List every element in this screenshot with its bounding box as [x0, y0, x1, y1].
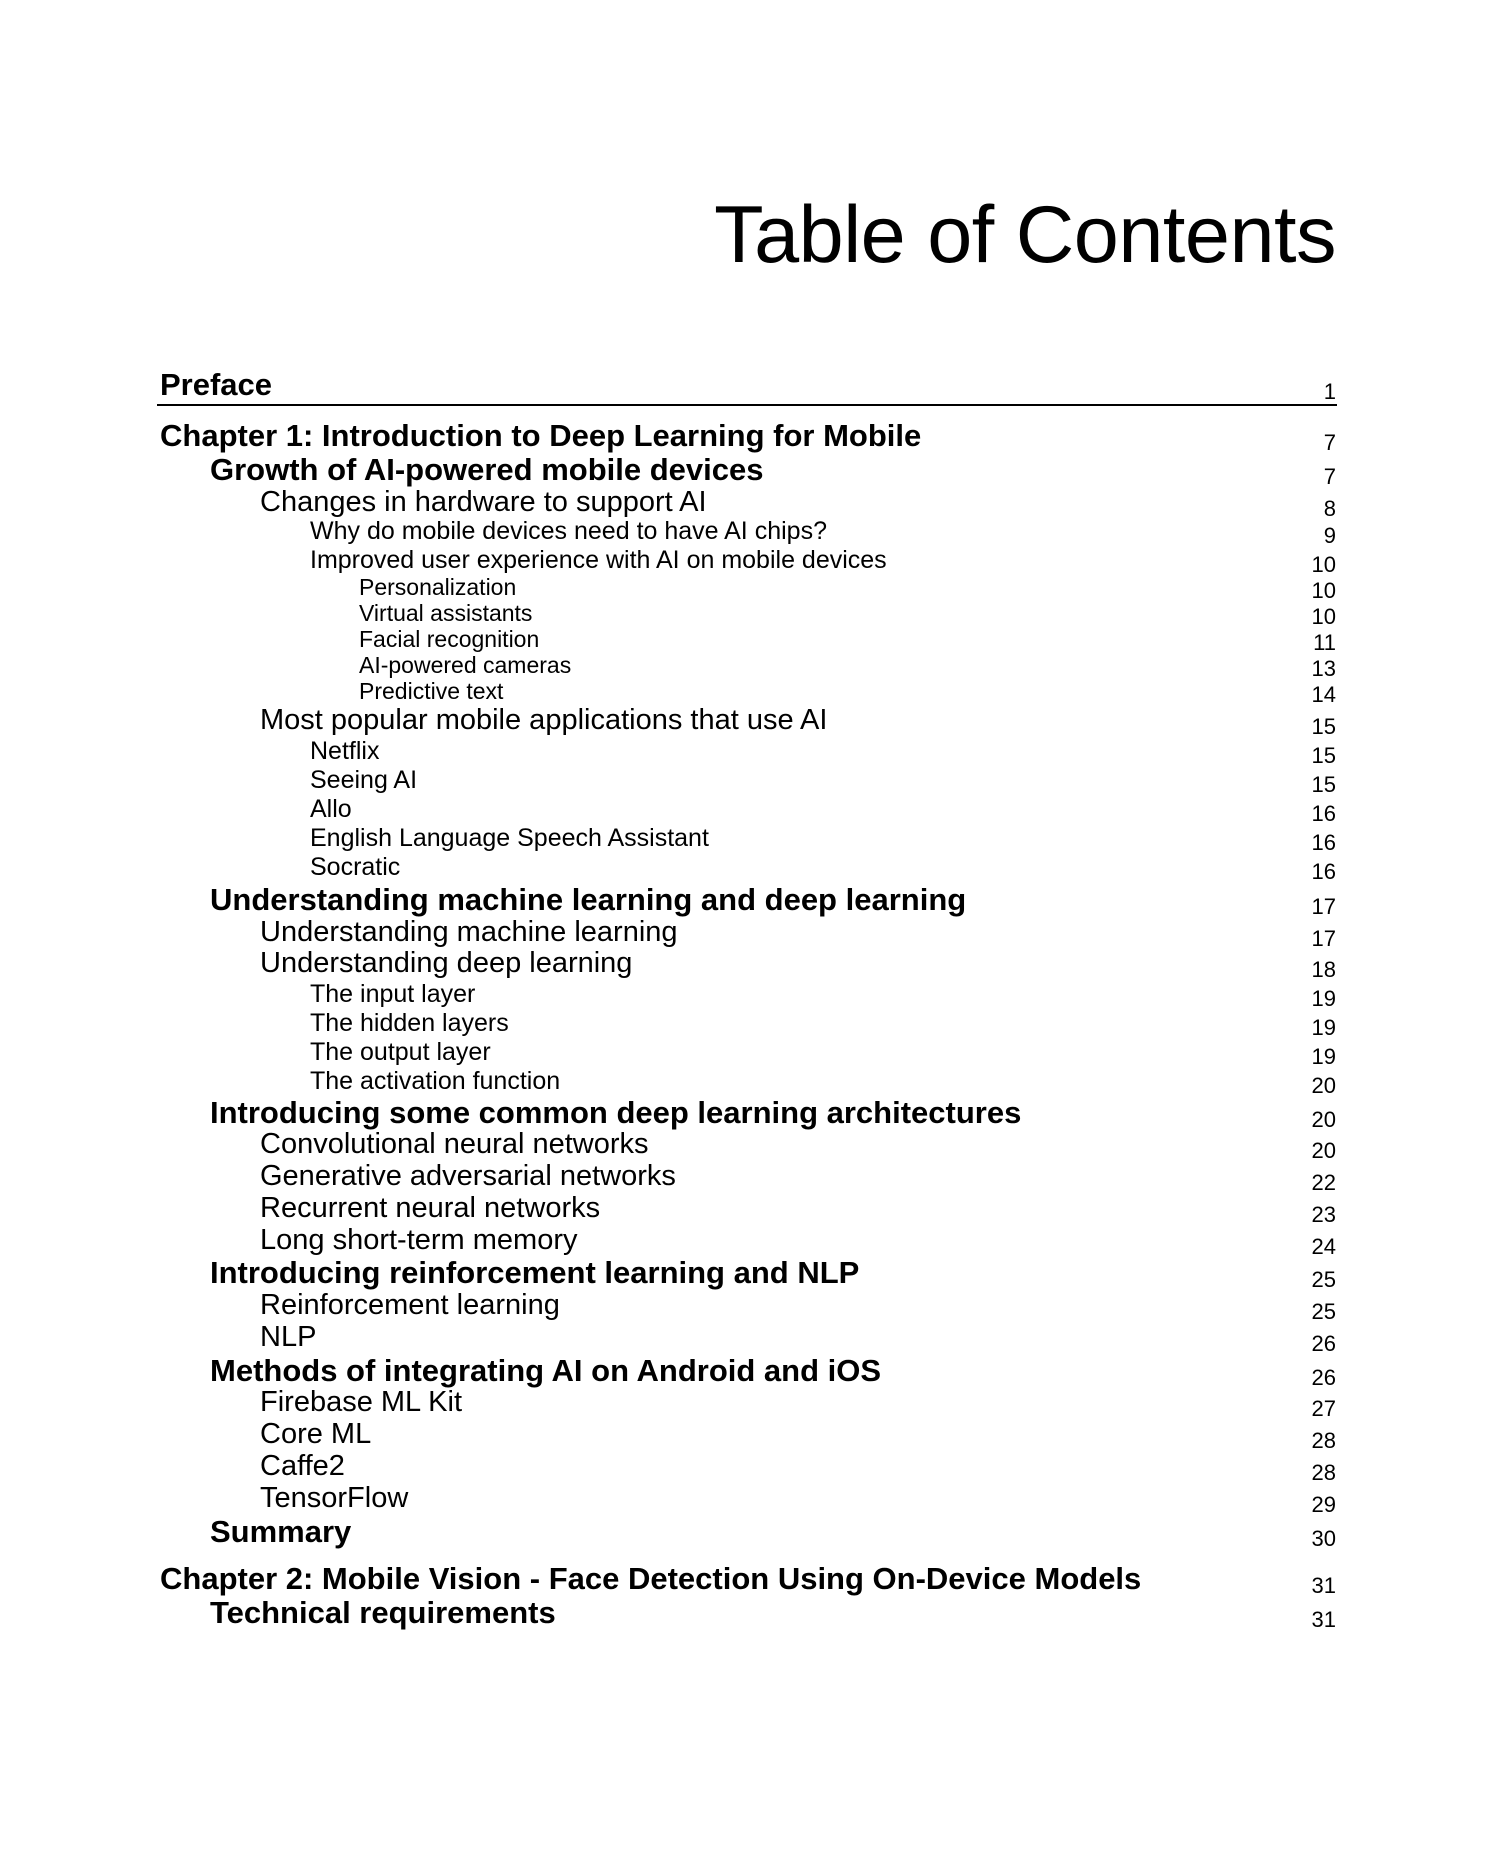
toc-entry-page: 15: [1311, 714, 1336, 739]
toc-entry-page: 8: [1323, 496, 1336, 521]
toc-entry-page: 23: [1311, 1202, 1336, 1227]
toc-entry-label: Caffe2: [260, 1450, 345, 1482]
toc-entry-label: The output layer: [310, 1038, 491, 1066]
toc-entry-label: Allo: [310, 795, 352, 823]
toc-entry-page: 15: [1311, 772, 1336, 797]
preface-divider: [157, 404, 1337, 406]
toc-entry-page: 7: [1323, 464, 1336, 489]
toc-entry-page: 10: [1311, 552, 1336, 577]
toc-entry-label: Generative adversarial networks: [260, 1160, 676, 1192]
toc-entry-label: The hidden layers: [310, 1009, 509, 1037]
toc-entry-page: 10: [1311, 578, 1336, 603]
toc-entry-label: Introducing reinforcement learning and NLP: [210, 1255, 860, 1290]
toc-entry-label: Understanding deep learning: [260, 947, 633, 979]
toc-entry-label: English Language Speech Assistant: [310, 824, 709, 852]
toc-entry-page: 27: [1311, 1396, 1336, 1421]
toc-entry-page: 9: [1323, 523, 1336, 548]
toc-entry-label: The activation function: [310, 1067, 561, 1095]
toc-entry-label: Reinforcement learning: [260, 1289, 560, 1321]
toc-entry-label: NLP: [260, 1321, 317, 1353]
toc-entry-page: 31: [1311, 1573, 1336, 1598]
toc-entry-label: Technical requirements: [210, 1595, 556, 1630]
toc-entry-label: Improved user experience with AI on mobile devices: [310, 546, 887, 574]
toc-entry-label: Socratic: [310, 853, 401, 881]
toc-entry-label: Netflix: [310, 737, 380, 765]
toc-entry-page: 26: [1311, 1365, 1336, 1390]
toc-entry-label: The input layer: [310, 980, 476, 1008]
toc-entry-page: 25: [1311, 1299, 1336, 1324]
toc-entry-page: 18: [1311, 957, 1336, 982]
toc-entry[interactable]: [0, 846, 1500, 886]
toc-entry[interactable]: [0, 1513, 1500, 1553]
toc-entry-page: 24: [1311, 1234, 1336, 1259]
toc-entry-page: 20: [1311, 1073, 1336, 1098]
toc-entry-page: 15: [1311, 743, 1336, 768]
toc-entry-page: 19: [1311, 986, 1336, 1011]
toc-entry-page: 29: [1311, 1492, 1336, 1517]
toc-entry[interactable]: [0, 1594, 1500, 1634]
toc-entry-page: 13: [1311, 656, 1336, 681]
toc-entry-page: 7: [1323, 430, 1336, 455]
toc-entry-page: 10: [1311, 604, 1336, 629]
toc-entry-page: 16: [1311, 859, 1336, 884]
toc-entry-label: Chapter 1: Introduction to Deep Learning for Mobile: [160, 418, 922, 453]
toc-entry-label: Firebase ML Kit: [260, 1386, 462, 1418]
page-title: Table of Contents: [714, 190, 1336, 280]
toc-entry-label: Predictive text: [359, 678, 504, 704]
toc-entry-label: Growth of AI-powered mobile devices: [210, 452, 764, 487]
toc-entry-label: Summary: [210, 1514, 352, 1549]
toc-entry-label: Understanding machine learning: [260, 916, 678, 948]
toc-entry-page: 30: [1311, 1526, 1336, 1551]
toc-entry-label: Long short-term memory: [260, 1224, 578, 1256]
toc-entry-label: Preface: [160, 367, 273, 402]
toc-entry-label: Seeing AI: [310, 766, 418, 794]
toc-entry-label: Personalization: [359, 574, 517, 600]
toc-entry-label: Facial recognition: [359, 626, 540, 652]
toc-entry-page: 17: [1311, 894, 1336, 919]
toc-entry-page: 28: [1311, 1460, 1336, 1485]
toc-entry-label: AI-powered cameras: [359, 652, 572, 678]
toc-entry-page: 1: [1323, 379, 1336, 404]
toc-entry-label: Most popular mobile applications that use AI: [260, 704, 828, 736]
toc-entry-page: 16: [1311, 801, 1336, 826]
toc-entry-label: Virtual assistants: [359, 600, 533, 626]
toc-entry-label: Chapter 2: Mobile Vision - Face Detection Using On-Device Models: [160, 1561, 1142, 1596]
toc-entry-page: 20: [1311, 1107, 1336, 1132]
toc-entry-label: Core ML: [260, 1418, 372, 1450]
toc-entry[interactable]: [0, 366, 1500, 406]
toc-entry-page: 31: [1311, 1607, 1336, 1632]
toc-entry-label: Methods of integrating AI on Android and iOS: [210, 1353, 882, 1388]
toc-entry-page: 28: [1311, 1428, 1336, 1453]
toc-entry-page: 26: [1311, 1331, 1336, 1356]
toc-entry-label: Introducing some common deep learning architectures: [210, 1095, 1022, 1130]
toc-entry-page: 17: [1311, 926, 1336, 951]
toc-entry-label: TensorFlow: [260, 1482, 409, 1514]
toc-entry-label: Understanding machine learning and deep learning: [210, 882, 967, 917]
toc-entry-label: Why do mobile devices need to have AI chips?: [310, 517, 827, 545]
toc-entry-page: 22: [1311, 1170, 1336, 1195]
toc-entry-page: 20: [1311, 1138, 1336, 1163]
toc-entry-page: 11: [1313, 630, 1336, 655]
toc-entry-page: 14: [1311, 682, 1336, 707]
toc-entry-page: 19: [1311, 1044, 1336, 1069]
toc-entry-page: 25: [1311, 1267, 1336, 1292]
toc-entry-page: 16: [1311, 830, 1336, 855]
toc-entry-label: Recurrent neural networks: [260, 1192, 601, 1224]
toc-entry-page: 19: [1311, 1015, 1336, 1040]
toc-entry-label: Changes in hardware to support AI: [260, 486, 707, 518]
toc-entry-label: Convolutional neural networks: [260, 1128, 649, 1160]
